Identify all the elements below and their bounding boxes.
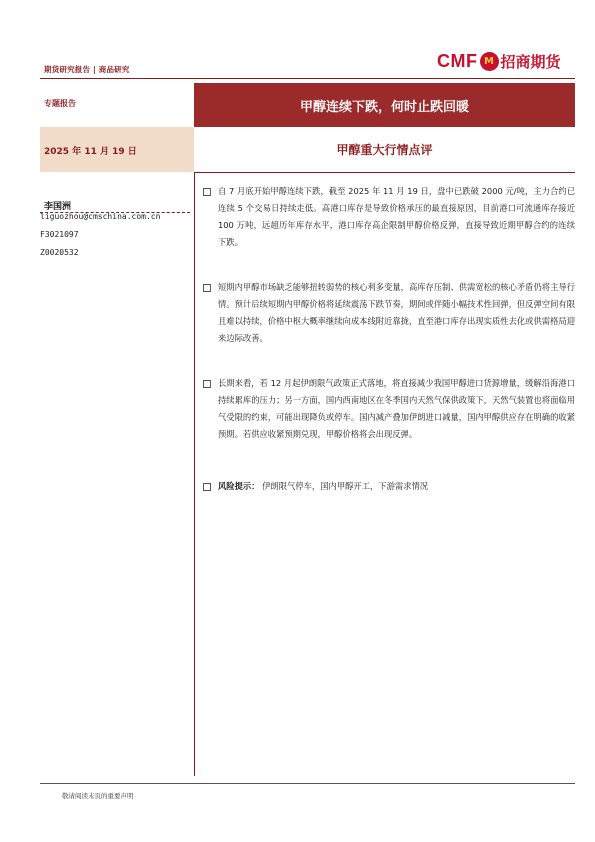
bullet-paragraph [203, 279, 575, 347]
checkbox-bullet-icon [203, 483, 211, 491]
logo-company-name: 招商期货 [500, 52, 561, 71]
bullet-paragraph [203, 183, 575, 251]
bullet-text: 自 7 月底开始甲醇连续下跌，截至 2025 年 11 月 19 日，盘中已跌破 2000 元/吨，主力合约已连续 5 个交易日持续走低。高港口库存是导致价格承压的最直接原因，目前港口可流通库存接近 100 万吨，远超历年库存水平，港口库存高企限制甲醇价格反弹，直接导致近期甲醇合约的连续下跌。 [218, 186, 575, 247]
company-logo [437, 48, 561, 74]
report-date: 2025 年 11 月 19 日 [44, 147, 137, 157]
report-type-label: 专题报告 [44, 99, 76, 108]
bullet-text: 短期内甲醇市场缺乏能够扭转弱势的核心利多变量，高库存压制、供需宽松的核心矛盾仍将主导行情。预计后续短期内甲醇价格将延续震荡下跌节奏，期间或伴随小幅技术性回弹，但反弹空间有限且难以持续，价格中枢大概率继续向成本线附近靠拢，直至港口库存出现实质性去化或供需格局迎来边际改善。 [218, 282, 575, 343]
risk-label: 风险提示： [218, 481, 260, 491]
column-divider [194, 172, 195, 776]
header-divider [40, 78, 575, 79]
title-divider [194, 172, 575, 173]
author-name: 李国洲 [44, 202, 72, 212]
report-title: 甲醇连续下跌，何时止跌回暖 [299, 99, 469, 115]
report-category: 期货研究报告 | 商品研究 [44, 65, 130, 74]
report-subtitle: 甲醇重大行情点评 [336, 143, 433, 157]
bullet-paragraph [203, 375, 575, 443]
author-license-2: Z0020532 [40, 248, 79, 257]
author-email[interactable]: liguozhou@cmschina.com.cn [40, 212, 161, 221]
footer-disclaimer: 敬请阅读末页的重要声明 [62, 792, 134, 800]
footer-divider [40, 783, 575, 784]
checkbox-bullet-icon [203, 188, 211, 196]
logo-mark-icon: M [480, 52, 499, 71]
checkbox-bullet-icon [203, 284, 211, 292]
risk-paragraph [203, 478, 575, 495]
checkbox-bullet-icon [203, 380, 211, 388]
risk-text: 伊朗限气停车，国内甲醇开工，下游需求情况 [262, 481, 429, 491]
logo-cmf-text: CMF [437, 50, 478, 71]
bullet-text: 长期来看，若 12 月起伊朗限气政策正式落地，将直接减少我国甲醇进口货源增量，缓解沿海港口持续累库的压力；另一方面，国内西南地区在冬季国内天然气保供政策下，天然气装置也将面临用气受限的约束，可能出现降负或停车。国内减产叠加伊朗进口减量，国内甲醇供应存在明确的收紧预期。若供应收紧预期兑现，甲醇价格将会出现反弹。 [218, 378, 575, 439]
author-license-1: F3021097 [40, 230, 79, 239]
